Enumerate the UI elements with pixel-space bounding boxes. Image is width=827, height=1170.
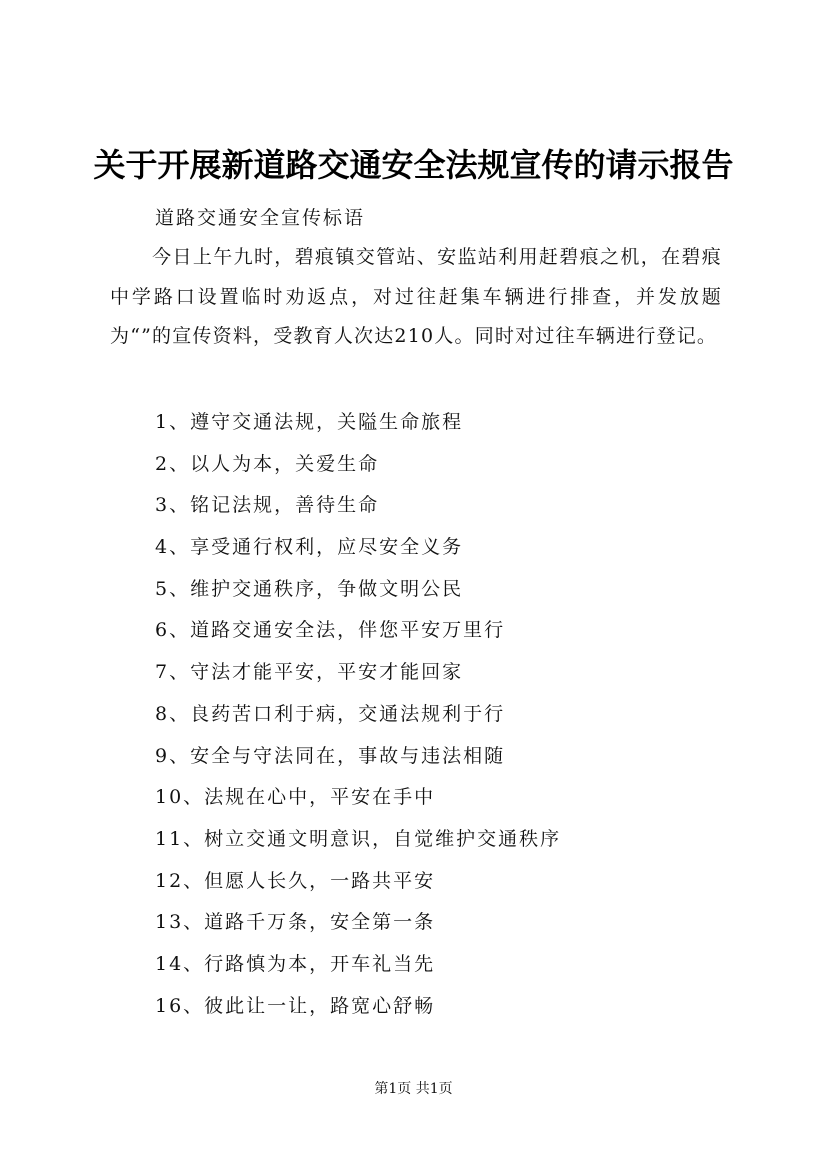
slogan-item: 14、行路慎为本，开车礼当先 — [155, 952, 436, 975]
slogan-item: 1、遵守交通法规，关隘生命旅程 — [155, 411, 464, 433]
document-title: 关于开展新道路交通安全法规宣传的请示报告 — [93, 146, 734, 184]
slogan-item: 12、但愿人长久，一路共平安 — [155, 869, 436, 892]
slogan-item: 8、良药苦口利于病，交通法规利于行 — [155, 702, 506, 725]
slogan-list — [155, 402, 561, 1027]
slogan-item: 16、彼此让一让，路宽心舒畅 — [155, 994, 436, 1017]
slogan-item: 4、享受通行权利，应尽安全义务 — [155, 536, 464, 559]
body-paragraph — [110, 238, 722, 357]
page-footer: 第1页 共1页 — [374, 1081, 453, 1097]
slogan-item: 5、维护交通秩序，争做文明公民 — [155, 577, 464, 600]
body-paragraph-text: 今日上午九时，碧痕镇交管站、安监站利用赶碧痕之机，在碧痕中学路口设置临时劝返点，对过往赶集车辆进行排查，并发放题为“”的宣传资料，受教育人次达210人。同时对过往车辆进行登记。 — [110, 246, 722, 347]
slogan-item: 9、安全与守法同在，事故与违法相随 — [155, 744, 506, 767]
slogan-item: 10、法规在心中，平安在手中 — [155, 786, 436, 809]
slogan-item: 3、铭记法规，善待生命 — [155, 494, 380, 517]
slogan-item: 11、树立交通文明意识，自觉维护交通秩序 — [155, 827, 562, 850]
slogan-heading: 道路交通安全宣传标语 — [155, 207, 366, 229]
slogan-item: 7、守法才能平安，平安才能回家 — [155, 661, 464, 684]
slogan-item: 6、道路交通安全法，伴您平安万里行 — [155, 619, 506, 642]
slogan-item: 13、道路千万条，安全第一条 — [155, 911, 436, 934]
slogan-item: 2、以人为本，关爱生命 — [155, 452, 380, 475]
